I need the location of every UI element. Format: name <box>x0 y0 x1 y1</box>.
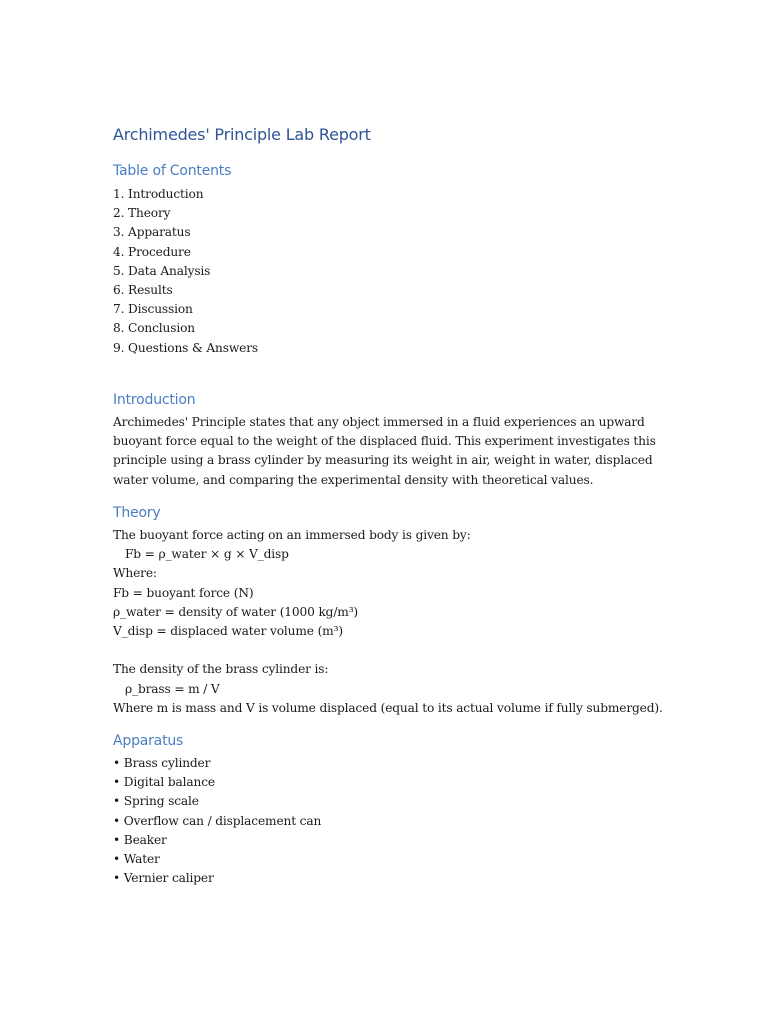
apparatus-item: • Water <box>113 851 160 866</box>
density-formula: ρ_brass = m / V <box>125 681 220 696</box>
theory-heading: Theory <box>113 505 161 521</box>
toc-item-introduction[interactable]: 1. Introduction <box>113 187 204 201</box>
introduction-line: Archimedes' Principle states that any object immersed in a fluid experiences an upward <box>113 415 645 429</box>
definition-buoyant-force: Fb = buoyant force (N) <box>113 585 254 600</box>
introduction-line: principle using a brass cylinder by measuring its weight in air, weight in water, displaced <box>113 453 653 468</box>
toc-item-questions-answers[interactable]: 9. Questions & Answers <box>113 340 258 355</box>
toc-list <box>113 185 673 358</box>
theory-intro: The buoyant force acting on an immersed body is given by: <box>113 528 471 542</box>
apparatus-item: • Digital balance <box>113 775 215 790</box>
apparatus-list <box>113 754 673 888</box>
toc-heading: Table of Contents <box>113 163 232 179</box>
apparatus-heading: Apparatus <box>113 733 184 749</box>
apparatus-item: • Overflow can / displacement can <box>113 813 322 828</box>
toc-item-discussion[interactable]: 7. Discussion <box>113 302 193 317</box>
buoyant-force-formula: Fb = ρ_water × g × V_disp <box>125 547 289 562</box>
apparatus-item: • Vernier caliper <box>113 871 214 886</box>
definition-water-density: ρ_water = density of water (1000 kg/m³) <box>113 604 359 619</box>
toc-item-conclusion[interactable]: 8. Conclusion <box>113 321 195 336</box>
introduction-heading: Introduction <box>113 392 196 408</box>
where-label: Where: <box>113 566 157 581</box>
paragraph-spacer <box>113 641 673 660</box>
toc-item-apparatus[interactable]: 3. Apparatus <box>113 225 191 240</box>
density-note: Where m is mass and V is volume displaced (equal to its actual volume if fully submerged). <box>113 700 663 715</box>
introduction-paragraph <box>113 413 673 490</box>
definition-displaced-volume: V_disp = displaced water volume (m³) <box>113 623 343 638</box>
document-title: Archimedes' Principle Lab Report <box>113 125 371 144</box>
introduction-line: water volume, and comparing the experimental density with theoretical values. <box>113 472 594 487</box>
apparatus-item: • Beaker <box>113 832 167 847</box>
theory-body <box>113 526 673 718</box>
density-intro: The density of the brass cylinder is: <box>113 662 329 677</box>
toc-item-data-analysis[interactable]: 5. Data Analysis <box>113 263 211 278</box>
introduction-line: buoyant force equal to the weight of the displaced fluid. This experiment investigates this <box>113 434 656 449</box>
toc-item-results[interactable]: 6. Results <box>113 282 173 297</box>
toc-item-theory[interactable]: 2. Theory <box>113 206 171 221</box>
apparatus-item: • Brass cylinder <box>113 756 211 770</box>
toc-item-procedure[interactable]: 4. Procedure <box>113 244 191 259</box>
apparatus-item: • Spring scale <box>113 794 199 809</box>
